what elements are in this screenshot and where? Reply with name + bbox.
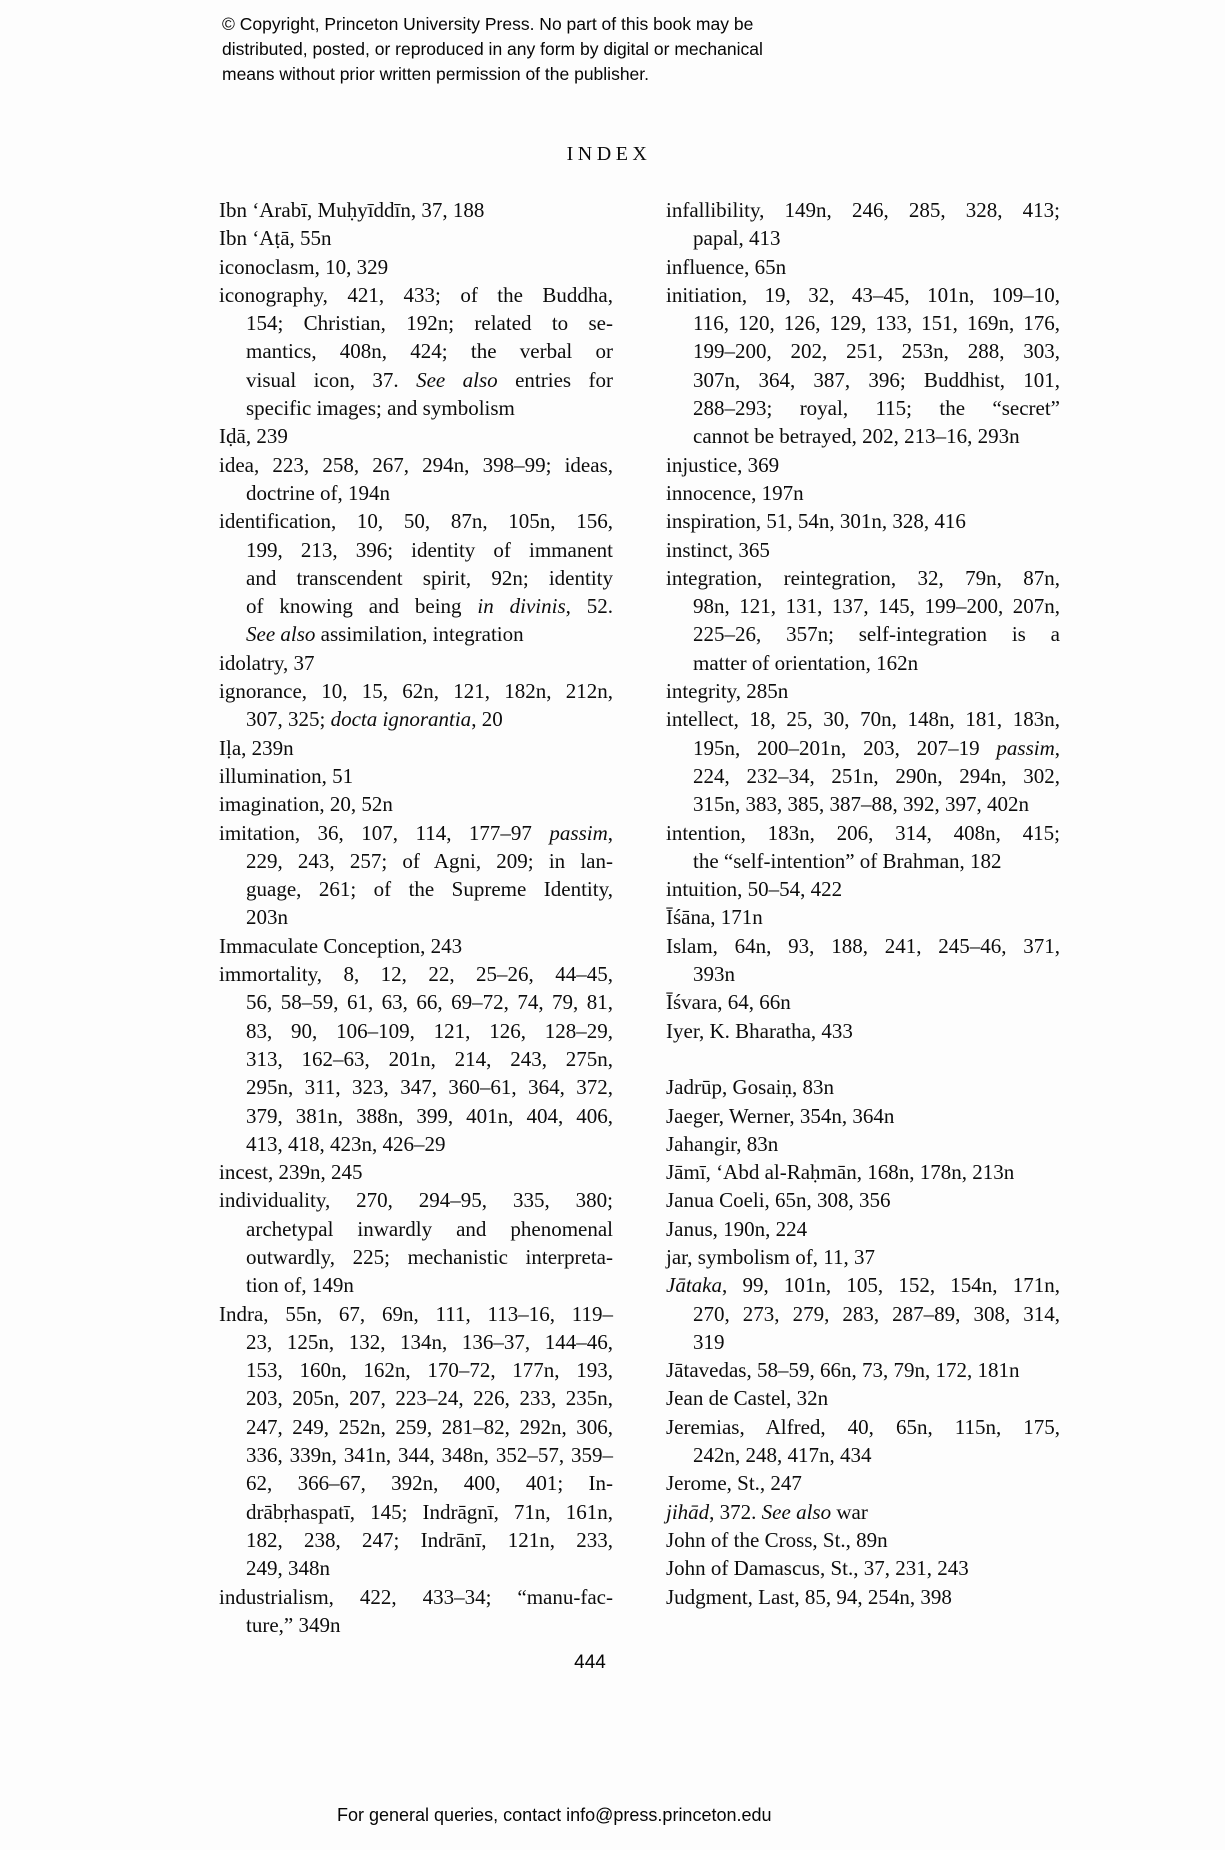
index-line: initiation, 19, 32, 43–45, 101n, 109–10, bbox=[666, 282, 1060, 307]
index-line: Īśāna, 171n bbox=[666, 905, 763, 930]
index-line: Immaculate Conception, 243 bbox=[219, 933, 463, 958]
copyright-notice bbox=[222, 12, 862, 87]
index-line: 413, 418, 423n, 426–29 bbox=[246, 1131, 446, 1156]
copyright-line: © Copyright, Princeton University Press. No part of this book may be bbox=[222, 14, 754, 34]
index-line: immortality, 8, 12, 22, 25–26, 44–45, bbox=[219, 962, 613, 987]
index-line: guage, 261; of the Supreme Identity, bbox=[246, 877, 613, 902]
index-line: 229, 243, 257; of Agni, 209; in lan- bbox=[246, 848, 613, 873]
index-line: archetypal inwardly and phenomenal bbox=[246, 1216, 613, 1241]
index-line: specific images; and symbolism bbox=[246, 396, 515, 421]
index-line: Jadrūp, Gosaiṇ, 83n bbox=[666, 1075, 834, 1100]
index-line: illumination, 51 bbox=[219, 763, 354, 788]
index-line: Ibn ‘Arabī, Muḥyīddīn, 37, 188 bbox=[219, 198, 485, 222]
footer-contact-text: For general queries, contact info@press.princeton.edu bbox=[337, 1805, 772, 1825]
index-line: and transcendent spirit, 92n; identity bbox=[246, 565, 613, 590]
index-column-left bbox=[219, 196, 613, 1639]
index-line: of knowing and being in divinis, 52. bbox=[246, 594, 613, 619]
index-line: individuality, 270, 294–95, 335, 380; bbox=[219, 1188, 613, 1213]
index-line: ture,” 349n bbox=[246, 1612, 341, 1637]
index-line: imitation, 36, 107, 114, 177–97 passim, bbox=[219, 820, 613, 845]
index-line: 393n bbox=[693, 962, 735, 987]
index-line: infallibility, 149n, 246, 285, 328, 413; bbox=[666, 198, 1060, 222]
index-line: 56, 58–59, 61, 63, 66, 69–72, 74, 79, 81, bbox=[246, 990, 613, 1015]
index-line: incest, 239n, 245 bbox=[219, 1160, 363, 1185]
index-line: integration, reintegration, 32, 79n, 87n, bbox=[666, 565, 1060, 590]
index-line: tion of, 149n bbox=[246, 1273, 354, 1298]
index-line: 288–293; royal, 115; the “secret” bbox=[693, 396, 1060, 421]
index-line: identification, 10, 50, 87n, 105n, 156, bbox=[219, 509, 613, 534]
index-line: jar, symbolism of, 11, 37 bbox=[666, 1244, 875, 1269]
index-line: 23, 125n, 132, 134n, 136–37, 144–46, bbox=[246, 1329, 613, 1354]
index-line: 195n, 200–201n, 203, 207–19 passim, bbox=[693, 735, 1060, 760]
copyright-line: means without prior written permission of the publisher. bbox=[222, 64, 650, 84]
index-line: Islam, 64n, 93, 188, 241, 245–46, 371, bbox=[666, 933, 1060, 958]
index-line: John of the Cross, St., 89n bbox=[666, 1527, 888, 1552]
index-line: See also assimilation, integration bbox=[246, 622, 524, 647]
index-line bbox=[666, 1045, 1060, 1073]
index-line: Janua Coeli, 65n, 308, 356 bbox=[666, 1188, 891, 1213]
index-line: 98n, 121, 131, 137, 145, 199–200, 207n, bbox=[693, 594, 1060, 619]
index-line: 225–26, 357n; self-integration is a bbox=[693, 622, 1060, 647]
index-line: papal, 413 bbox=[693, 226, 781, 251]
index-line: 203, 205n, 207, 223–24, 226, 233, 235n, bbox=[246, 1386, 613, 1411]
index-line: intuition, 50–54, 422 bbox=[666, 877, 843, 902]
copyright-line: distributed, posted, or reproduced in any form by digital or mechanical bbox=[222, 39, 763, 59]
index-line: idea, 223, 258, 267, 294n, 398–99; ideas, bbox=[219, 452, 613, 477]
index-line: the “self-intention” of Brahman, 182 bbox=[693, 848, 1002, 873]
index-line: iconoclasm, 10, 329 bbox=[219, 254, 389, 279]
index-line: ignorance, 10, 15, 62n, 121, 182n, 212n, bbox=[219, 679, 613, 704]
index-line: 379, 381n, 388n, 399, 401n, 404, 406, bbox=[246, 1103, 613, 1128]
index-line: Jāmī, ‘Abd al-Raḥmān, 168n, 178n, 213n bbox=[666, 1160, 1015, 1185]
index-column-right bbox=[666, 196, 1060, 1611]
index-line: Jātavedas, 58–59, 66n, 73, 79n, 172, 181n bbox=[666, 1358, 1020, 1383]
index-line: innocence, 197n bbox=[666, 480, 804, 505]
index-line: Jerome, St., 247 bbox=[666, 1471, 802, 1496]
index-line: doctrine of, 194n bbox=[246, 480, 391, 505]
index-line: Indra, 55n, 67, 69n, 111, 113–16, 119– bbox=[219, 1301, 613, 1326]
index-line: integrity, 285n bbox=[666, 679, 789, 704]
index-line: 154; Christian, 192n; related to se- bbox=[246, 311, 613, 336]
index-line: 315n, 383, 385, 387–88, 392, 397, 402n bbox=[693, 792, 1029, 817]
index-line: Iḍā, 239 bbox=[219, 424, 288, 449]
index-line: 307n, 364, 387, 396; Buddhist, 101, bbox=[693, 367, 1060, 392]
index-line: 295n, 311, 323, 347, 360–61, 364, 372, bbox=[246, 1075, 613, 1100]
index-line: instinct, 365 bbox=[666, 537, 770, 562]
index-line: 182, 238, 247; Indrānī, 121n, 233, bbox=[246, 1527, 613, 1552]
index-line: Janus, 190n, 224 bbox=[666, 1216, 808, 1241]
page-number: 444 bbox=[574, 1652, 606, 1673]
index-line: inspiration, 51, 54n, 301n, 328, 416 bbox=[666, 509, 966, 534]
index-line: 336, 339n, 341n, 344, 348n, 352–57, 359– bbox=[246, 1443, 613, 1468]
index-line: Īśvara, 64, 66n bbox=[666, 990, 791, 1015]
index-line: Jātaka, 99, 101n, 105, 152, 154n, 171n, bbox=[666, 1273, 1060, 1298]
page-title: INDEX bbox=[566, 143, 652, 165]
index-line: 313, 162–63, 201n, 214, 243, 275n, bbox=[246, 1046, 613, 1071]
index-line: idolatry, 37 bbox=[219, 650, 315, 675]
index-line: influence, 65n bbox=[666, 254, 787, 279]
index-line: 203n bbox=[246, 905, 288, 930]
index-line: 116, 120, 126, 129, 133, 151, 169n, 176, bbox=[693, 311, 1060, 336]
index-line: intention, 183n, 206, 314, 408n, 415; bbox=[666, 820, 1060, 845]
index-line: industrialism, 422, 433–34; “manu-fac- bbox=[219, 1584, 613, 1609]
index-line: imagination, 20, 52n bbox=[219, 792, 393, 817]
index-line: 319 bbox=[693, 1329, 725, 1354]
index-line: John of Damascus, St., 37, 231, 243 bbox=[666, 1556, 969, 1581]
index-line: matter of orientation, 162n bbox=[693, 650, 919, 675]
index-line: 62, 366–67, 392n, 400, 401; In- bbox=[246, 1471, 613, 1496]
index-line: outwardly, 225; mechanistic interpreta- bbox=[246, 1244, 613, 1269]
index-line: 242n, 248, 417n, 434 bbox=[693, 1443, 872, 1468]
index-line: Jaeger, Werner, 354n, 364n bbox=[666, 1103, 895, 1128]
index-line: Jahangir, 83n bbox=[666, 1131, 779, 1156]
index-line: 249, 348n bbox=[246, 1556, 330, 1581]
index-line: Iḷa, 239n bbox=[219, 735, 294, 760]
index-line: Jean de Castel, 32n bbox=[666, 1386, 829, 1411]
index-line: Judgment, Last, 85, 94, 254n, 398 bbox=[666, 1584, 952, 1609]
index-line: intellect, 18, 25, 30, 70n, 148n, 181, 183n, bbox=[666, 707, 1060, 732]
index-line: 270, 273, 279, 283, 287–89, 308, 314, bbox=[693, 1301, 1060, 1326]
index-line: visual icon, 37. See also entries for bbox=[246, 367, 613, 392]
index-line: Jeremias, Alfred, 40, 65n, 115n, 175, bbox=[666, 1414, 1060, 1439]
index-line: injustice, 369 bbox=[666, 452, 780, 477]
index-line: drābṛhaspatī, 145; Indrāgnī, 71n, 161n, bbox=[246, 1499, 613, 1524]
index-line: iconography, 421, 433; of the Buddha, bbox=[219, 282, 613, 307]
index-line: 153, 160n, 162n, 170–72, 177n, 193, bbox=[246, 1358, 613, 1383]
index-line: Iyer, K. Bharatha, 433 bbox=[666, 1018, 853, 1043]
index-line: 83, 90, 106–109, 121, 126, 128–29, bbox=[246, 1018, 613, 1043]
index-line: 247, 249, 252n, 259, 281–82, 292n, 306, bbox=[246, 1414, 613, 1439]
index-line: jihād, 372. See also war bbox=[666, 1499, 868, 1524]
index-line: 199–200, 202, 251, 253n, 288, 303, bbox=[693, 339, 1060, 364]
index-line: 199, 213, 396; identity of immanent bbox=[246, 537, 613, 562]
index-line: Ibn ‘Aṭā, 55n bbox=[219, 226, 332, 251]
index-line: mantics, 408n, 424; the verbal or bbox=[246, 339, 613, 364]
index-line: cannot be betrayed, 202, 213–16, 293n bbox=[693, 424, 1020, 449]
index-line: 224, 232–34, 251n, 290n, 294n, 302, bbox=[693, 763, 1060, 788]
index-line: 307, 325; docta ignorantia, 20 bbox=[246, 707, 503, 732]
